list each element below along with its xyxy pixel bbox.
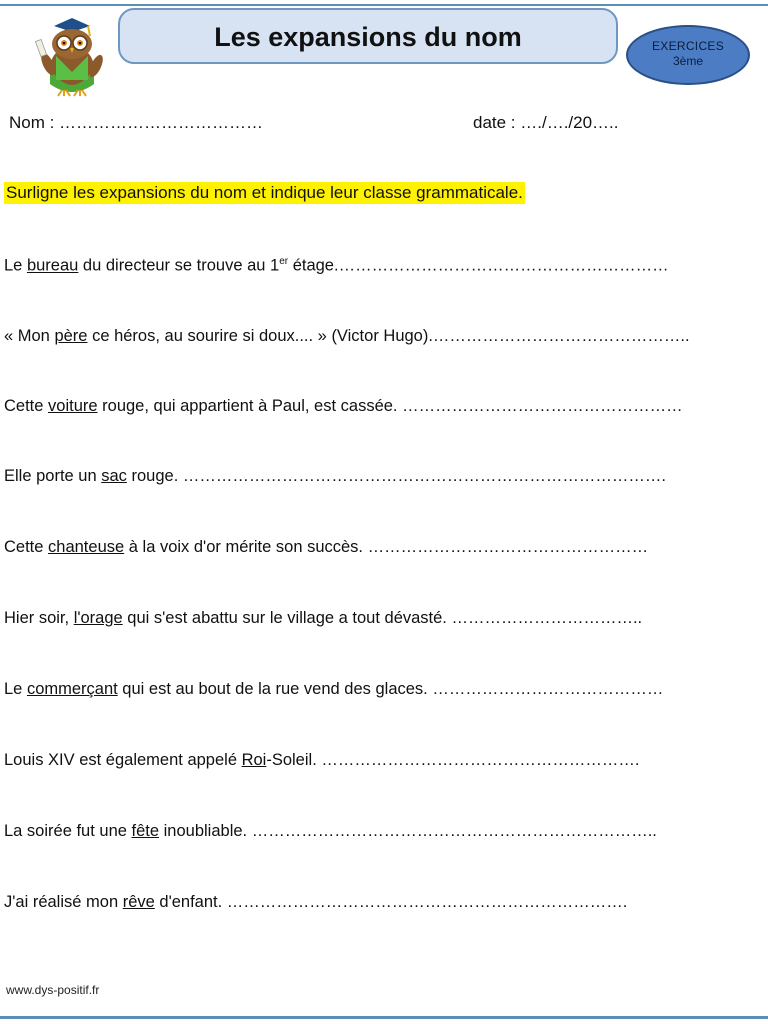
sentence-9 (4, 822, 657, 841)
sentence-text: -Soleil. …………………………………………………. (266, 751, 640, 769)
sentence-text: d'enfant. ………………………………………………………………. (154, 893, 628, 911)
title-banner (118, 8, 618, 64)
page-title: Les expansions du nom (214, 22, 522, 52)
sentence-6 (4, 609, 642, 628)
sentence-text: Louis XIV est également appelé (4, 751, 242, 769)
sentence-2 (4, 327, 690, 346)
sentence-text: du directeur se trouve au 1 (78, 256, 280, 275)
badge-level: 3ème (672, 54, 704, 68)
sentence-text: qui est au bout de la rue vend des glaces. …………………………………… (117, 680, 664, 698)
target-noun: bureau (26, 256, 79, 275)
sentence-text: « Mon (4, 327, 55, 345)
target-noun: sac (101, 467, 127, 485)
sentence-text: Elle porte un (4, 467, 102, 485)
sentence-1 (4, 256, 669, 276)
sentence-7 (4, 680, 663, 699)
target-noun: fête (131, 822, 160, 840)
sentence-8 (4, 751, 639, 770)
bottom-rule (0, 1016, 768, 1019)
answer-line: étage.…………………………………………………… (288, 256, 669, 275)
sentence-text: Le (4, 680, 27, 698)
badge-label: EXERCICES (651, 39, 725, 53)
sentence-text: Cette (4, 397, 49, 415)
sentence-text: J'ai réalisé mon (4, 893, 123, 911)
sentence-text: Hier soir, (4, 609, 74, 627)
target-noun: Roi (241, 751, 267, 769)
target-noun: chanteuse (48, 538, 125, 556)
sentence-text: ce héros, au sourire si doux.... » (Victor Hugo).……………………………………….. (87, 327, 690, 345)
superscript: er (279, 256, 289, 267)
sentence-3 (4, 397, 683, 416)
sentence-text: inoubliable. ……………………………………………………………….. (159, 822, 657, 840)
sentence-10 (4, 893, 627, 912)
target-noun: père (54, 327, 88, 345)
level-badge (626, 25, 750, 85)
sentence-4 (4, 467, 666, 486)
owl-graduate-icon (32, 10, 112, 98)
sentence-text: à la voix d'or mérite son succès. …………………………………………… (124, 538, 649, 556)
sentence-text: Le (4, 256, 27, 275)
target-noun: l'orage (73, 609, 123, 627)
footer-url: www.dys-positif.fr (6, 983, 100, 997)
sentence-text: rouge. ……………………………………………………………………………. (126, 467, 666, 485)
top-rule (0, 4, 768, 6)
sentence-text: La soirée fut une (4, 822, 132, 840)
target-noun: rêve (122, 893, 155, 911)
instruction: Surligne les expansions du nom et indique leur classe grammaticale. (6, 183, 523, 202)
sentence-text: rouge, qui appartient à Paul, est cassée. …………………………………………… (97, 397, 683, 415)
sentence-5 (4, 538, 648, 557)
target-noun: commerçant (26, 680, 118, 698)
date-field: date : …./…./20….. (473, 113, 619, 132)
sentence-text: Cette (4, 538, 49, 556)
name-field: Nom : ……………………………… (9, 113, 264, 132)
target-noun: voiture (48, 397, 98, 415)
sentence-text: qui s'est abattu sur le village a tout dévasté. …………………………….. (122, 609, 643, 627)
